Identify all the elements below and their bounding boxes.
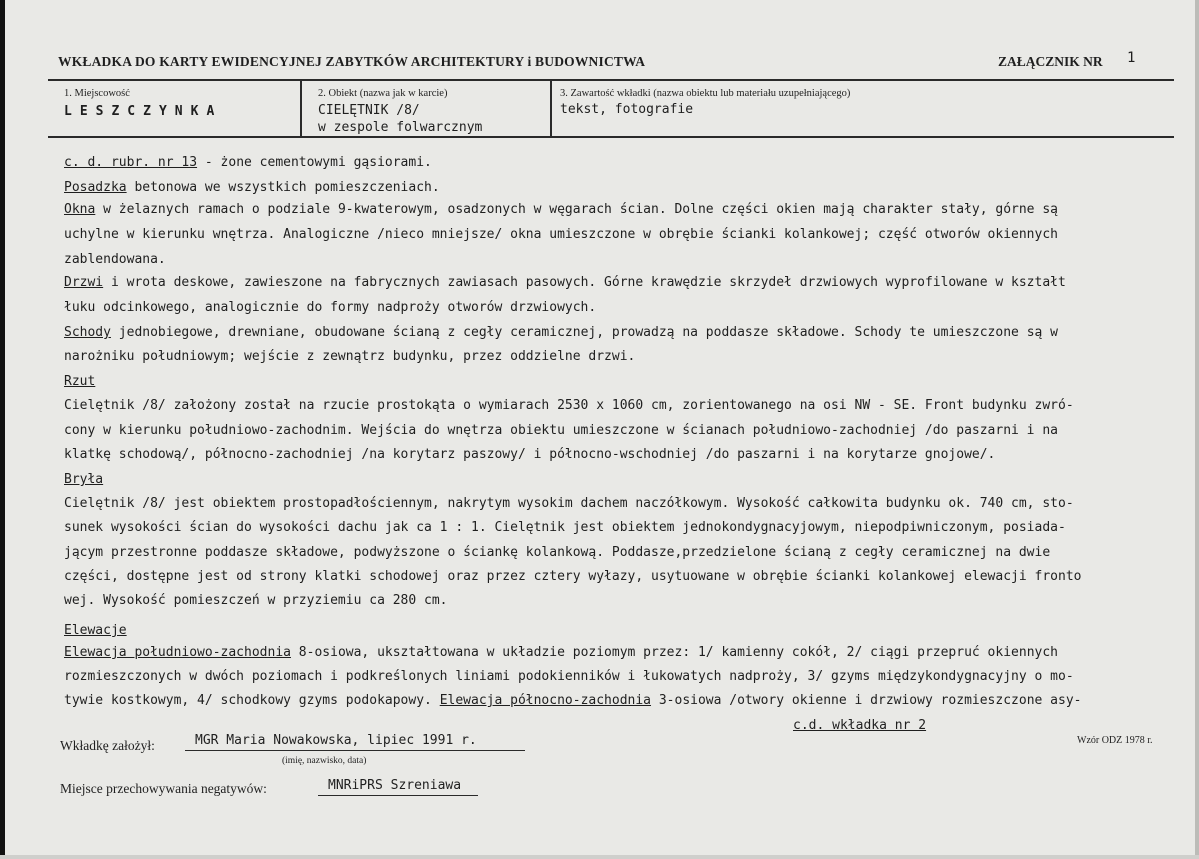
section-heading: c. d. rubr. nr 13	[64, 155, 198, 170]
body-line: klatkę schodową/, północno-zachodniej /na korytarz paszowy/ i północno-wschodniej /do paszarni i na korytarze gnojowe/.	[64, 447, 996, 462]
town-value: LESZCZYNKA	[64, 104, 223, 119]
annex-label: ZAŁĄCZNIK NR	[998, 54, 1103, 69]
object-label: 2. Obiekt (nazwa jak w karcie)	[318, 88, 448, 99]
body-line	[64, 472, 103, 487]
body-line: Cielętnik /8/ jest obiektem prostopadłościennym, nakrytym wysokim dachem naczółkowym. Wysokość całkowita budynku ok. 740 cm, sto-	[64, 496, 1074, 511]
content-value: tekst, fotografie	[560, 102, 694, 117]
body-line: jącym przestronne poddasze składowe, podwyższone o ściankę kolankową. Poddasze,przedzielone ścianą z cegły ceramicznej na dwie	[64, 545, 1051, 560]
body-line: Drzwi i wrota deskowe, zawieszone na fabrycznych zawiasach pasowych. Górne krawędzie skrzydeł drzwiowych wyprofilowane w kształt	[64, 275, 1066, 290]
body-line: tywie kostkowym, 4/ schodkowy gzyms podokapowy. Elewacja północno-zachodnia 3-osiowa /otwory okienne i drzwiowy rozmieszczone asy-	[64, 693, 1082, 708]
author-caption: (imię, nazwisko, data)	[282, 756, 367, 766]
section-heading: Elewacja południowo-zachodnia	[64, 645, 291, 660]
body-line: uchylne w kierunku wnętrza. Analogiczne /nieco mniejsze/ okna umieszczone w obrębie ścianki kolankowej; część otworów okiennych	[64, 227, 1058, 242]
body-line: rozmieszczonych w dwóch poziomach i podkreślonych liniami podokienników i łukowatych nadproży, 3/ gzyms międzykondygnacyjny o mo-	[64, 669, 1074, 684]
body-line: Cielętnik /8/ założony został na rzucie prostokąta o wymiarach 2530 x 1060 cm, zorientowanego na osi NW - SE. Front budynku zwró-	[64, 398, 1074, 413]
negatives-underline	[318, 795, 478, 796]
body-line: c. d. rubr. nr 13 - żone cementowymi gąsiorami.	[64, 155, 432, 170]
column-divider-2	[550, 80, 552, 137]
negatives-value: MNRiPRS Szreniawa	[328, 778, 462, 793]
body-line: Posadzka betonowa we wszystkich pomieszczeniach.	[64, 180, 440, 195]
author-underline	[185, 750, 525, 751]
header-top-rule	[48, 79, 1174, 81]
section-heading: Posadzka	[64, 180, 127, 195]
section-heading: Drzwi	[64, 275, 104, 290]
section-heading: Elewacje	[64, 623, 127, 638]
section-heading: Schody	[64, 325, 111, 340]
author-value: MGR Maria Nowakowska, lipiec 1991 r.	[195, 733, 477, 748]
object-value-line1: CIELĘTNIK /8/	[318, 103, 420, 118]
body-line: Schody jednobiegowe, drewniane, obudowane ścianą z cegły ceramicznej, prowadzą na poddasze składowe. Schody te umieszczone są w	[64, 325, 1058, 340]
section-heading: Rzut	[64, 374, 96, 389]
body-line	[64, 374, 95, 389]
author-label: Wkładkę założył:	[60, 738, 155, 753]
form-title: WKŁADKA DO KARTY EWIDENCYJNEJ ZABYTKÓW ARCHITEKTURY i BUDOWNICTWA	[58, 54, 646, 69]
scan-edge-bottom	[0, 855, 1199, 859]
body-line: części, dostępne jest od strony klatki schodowej oraz przez cztery wyłazy, usytuowane w obrębie ścianki kolankowej elewacji fronto	[64, 569, 1082, 584]
body-line: wej. Wysokość pomieszczeń w przyziemiu ca 280 cm.	[64, 593, 448, 608]
body-line: łuku odcinkowego, analogicznie do formy nadproży otworów drzwiowych.	[64, 300, 597, 315]
scan-edge-left	[0, 0, 5, 859]
annex-number: 1	[1127, 50, 1136, 66]
section-heading: Bryła	[64, 472, 104, 487]
section-heading: Okna	[64, 202, 96, 217]
body-line: cony w kierunku południowo-zachodnim. Wejścia do wnętrza obiektu umieszczone w ścianach południowo-zachodniej /do paszarni i na	[64, 423, 1058, 438]
body-line: zablendowana.	[64, 252, 166, 267]
template-code: Wzór ODZ 1978 r.	[1077, 735, 1153, 746]
header-bottom-rule	[48, 136, 1174, 138]
content-label: 3. Zawartość wkładki (nazwa obiektu lub materiału uzupełniającego)	[560, 88, 851, 99]
object-value-line2: w zespole folwarcznym	[318, 120, 483, 135]
body-line: sunek wysokości ścian do wysokości dachu jak ca 1 : 1. Cielętnik jest obiektem jednokondygnacyjowym, niepodpiwniczonym, posiada-	[64, 520, 1066, 535]
town-label: 1. Miejscowość	[64, 88, 130, 99]
scan-edge-right	[1195, 0, 1199, 859]
body-line: narożniku południowym; wejście z zewnątrz budynku, przez oddzielne drzwi.	[64, 349, 636, 364]
column-divider-1	[300, 80, 302, 137]
body-line	[64, 623, 127, 638]
body-line: Elewacja południowo-zachodnia 8-osiowa, ukształtowana w układzie poziomym przez: 1/ kamienny cokół, 2/ ciągi przepruć okiennych	[64, 645, 1058, 660]
section-heading: Elewacja północno-zachodnia	[439, 693, 652, 708]
negatives-label: Miejsce przechowywania negatywów:	[60, 781, 267, 796]
continuation-note: c.d. wkładka nr 2	[793, 718, 927, 733]
body-line: Okna w żelaznych ramach o podziale 9-kwaterowym, osadzonych w węgarach ścian. Dolne części okien mają charakter stały, górne są	[64, 202, 1058, 217]
